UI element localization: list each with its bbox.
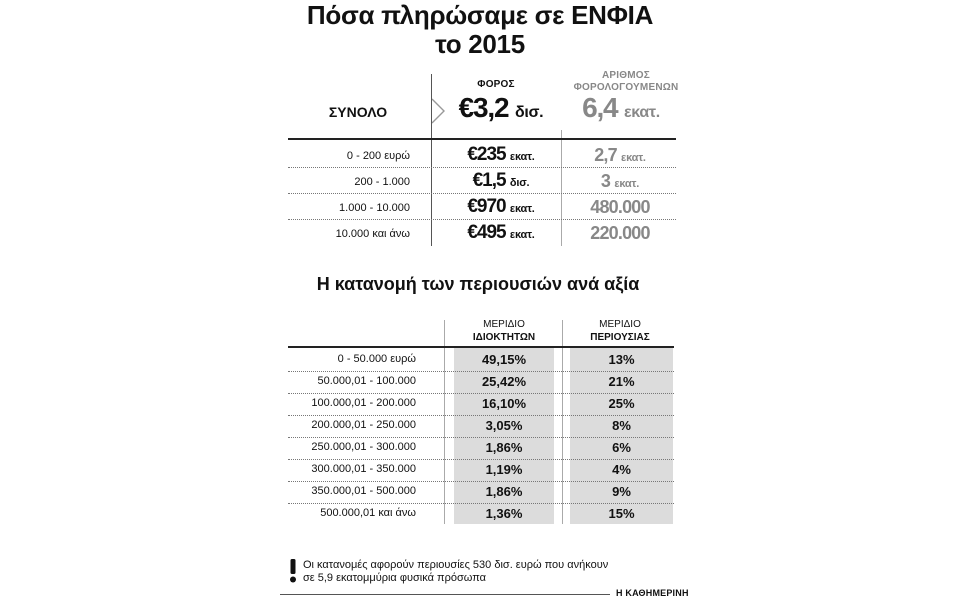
tax-amount: €970 [467, 196, 506, 217]
total-label: ΣΥΝΟΛΟ [328, 104, 388, 120]
header-rule [288, 346, 674, 348]
tax-row-value [436, 222, 566, 244]
owners-header-line2: ΙΔΙΟΚΤΗΤΩΝ [472, 332, 536, 343]
value-range: 50.000,01 - 100.000 [317, 375, 416, 387]
taxpayers-header-line1: ΑΡΙΘΜΟΣ [602, 70, 650, 81]
total-taxpayers [566, 92, 676, 124]
row-divider [288, 219, 676, 220]
taxpayers-header-line2: ΦΟΡΟΛΟΓΟΥΜΕΝΩΝ [573, 82, 679, 93]
owners-header-line1: ΜΕΡΙΔΙΟ [483, 319, 525, 330]
value-range: 350.000,01 - 500.000 [311, 485, 416, 497]
column-divider [431, 74, 432, 246]
owners-share: 3,05% [485, 418, 523, 433]
property-header-line2: ΠΕΡΙΟΥΣΙΑΣ [590, 332, 650, 343]
header-rule [288, 138, 676, 140]
footnote [303, 559, 683, 585]
property-header-line1: ΜΕΡΙΔΙΟ [599, 319, 641, 330]
value-range: 200.000,01 - 250.000 [311, 419, 416, 431]
row-divider [288, 481, 674, 482]
property-share: 4% [612, 462, 631, 477]
footer-rule [280, 594, 610, 595]
row-divider [288, 167, 676, 168]
row-divider [288, 193, 676, 194]
property-share: 25% [608, 396, 635, 411]
owners-share: 16,10% [481, 396, 527, 411]
tax-amount: €495 [467, 222, 506, 243]
total-count-value: 6,4 [582, 92, 618, 123]
taxpayers-row-value [560, 197, 680, 218]
owners-share: 1,19% [485, 462, 523, 477]
taxpayers-unit: εκατ. [621, 152, 646, 164]
column-divider [444, 320, 445, 524]
value-range: 250.000,01 - 300.000 [311, 441, 416, 453]
taxpayers-row-value [560, 145, 680, 166]
taxpayers-amount: 2,7 [594, 145, 617, 165]
column-divider [562, 320, 563, 524]
row-divider [288, 437, 674, 438]
total-tax [436, 92, 566, 124]
tax-row-value [436, 170, 566, 192]
row-divider [288, 371, 674, 372]
tax-row-value [436, 196, 566, 218]
owners-share: 1,86% [485, 440, 523, 455]
taxpayers-row-value [560, 171, 680, 192]
property-share-header [570, 318, 670, 344]
tax-unit: εκατ. [509, 229, 535, 241]
exclamation-icon [289, 559, 297, 583]
chart-title-line2: το 2015 [435, 29, 525, 59]
tax-amount: €235 [467, 144, 506, 165]
total-tax-unit: δισ. [514, 104, 544, 121]
taxpayers-unit: εκατ. [614, 178, 640, 190]
property-share: 8% [612, 418, 631, 433]
owners-share: 1,36% [485, 506, 523, 521]
tax-row-value [436, 144, 566, 166]
property-share: 21% [608, 374, 635, 389]
tax-row-range: 200 - 1.000 [354, 176, 410, 188]
property-share: 15% [608, 506, 635, 521]
tax-amount: €1,5 [472, 170, 506, 191]
value-range: 0 - 50.000 ευρώ [337, 353, 416, 365]
value-range: 300.000,01 - 350.000 [311, 463, 416, 475]
row-divider [288, 459, 674, 460]
total-tax-value: €3,2 [458, 92, 509, 123]
chart-title-line1: Πόσα πληρώσαμε σε ΕΝΦΙΑ [306, 0, 654, 30]
owners-share: 49,15% [481, 352, 527, 367]
footnote-line1: Οι κατανομές αφορούν περιουσίες 530 δισ. ευρώ που ανήκουν [303, 559, 609, 571]
tax-row-range: 0 - 200 ευρώ [346, 150, 410, 162]
taxpayers-row-value [560, 223, 680, 244]
property-share: 9% [612, 484, 631, 499]
taxpayers-amount: 220.000 [590, 223, 650, 243]
tax-row-range: 10.000 και άνω [335, 228, 410, 240]
publisher-credit: Η ΚΑΘΗΜΕΡΙΝΗ [616, 588, 689, 598]
tax-unit: δισ. [509, 177, 530, 189]
owners-share: 1,86% [485, 484, 523, 499]
property-share: 13% [608, 352, 635, 367]
taxpayers-amount: 3 [600, 171, 611, 191]
owners-share: 25,42% [481, 374, 527, 389]
property-share: 6% [612, 440, 631, 455]
owners-share-header [454, 318, 554, 344]
row-divider [288, 415, 674, 416]
value-range: 500.000,01 και άνω [320, 507, 416, 519]
row-divider [288, 503, 674, 504]
distribution-subtitle: Η κατανομή των περιουσιών ανά αξία [316, 274, 640, 294]
value-range: 100.000,01 - 200.000 [311, 397, 416, 409]
taxpayers-amount: 480.000 [590, 197, 650, 217]
total-count-unit: εκατ. [624, 104, 660, 121]
tax-unit: εκατ. [509, 203, 535, 215]
row-divider [288, 393, 674, 394]
taxpayers-column-header [566, 70, 686, 94]
tax-unit: εκατ. [509, 151, 535, 163]
footnote-line2: σε 5,9 εκατομμύρια φυσικά πρόσωπα [303, 572, 486, 584]
tax-row-range: 1.000 - 10.000 [339, 202, 410, 214]
tax-column-header: ΦΟΡΟΣ [477, 79, 515, 90]
